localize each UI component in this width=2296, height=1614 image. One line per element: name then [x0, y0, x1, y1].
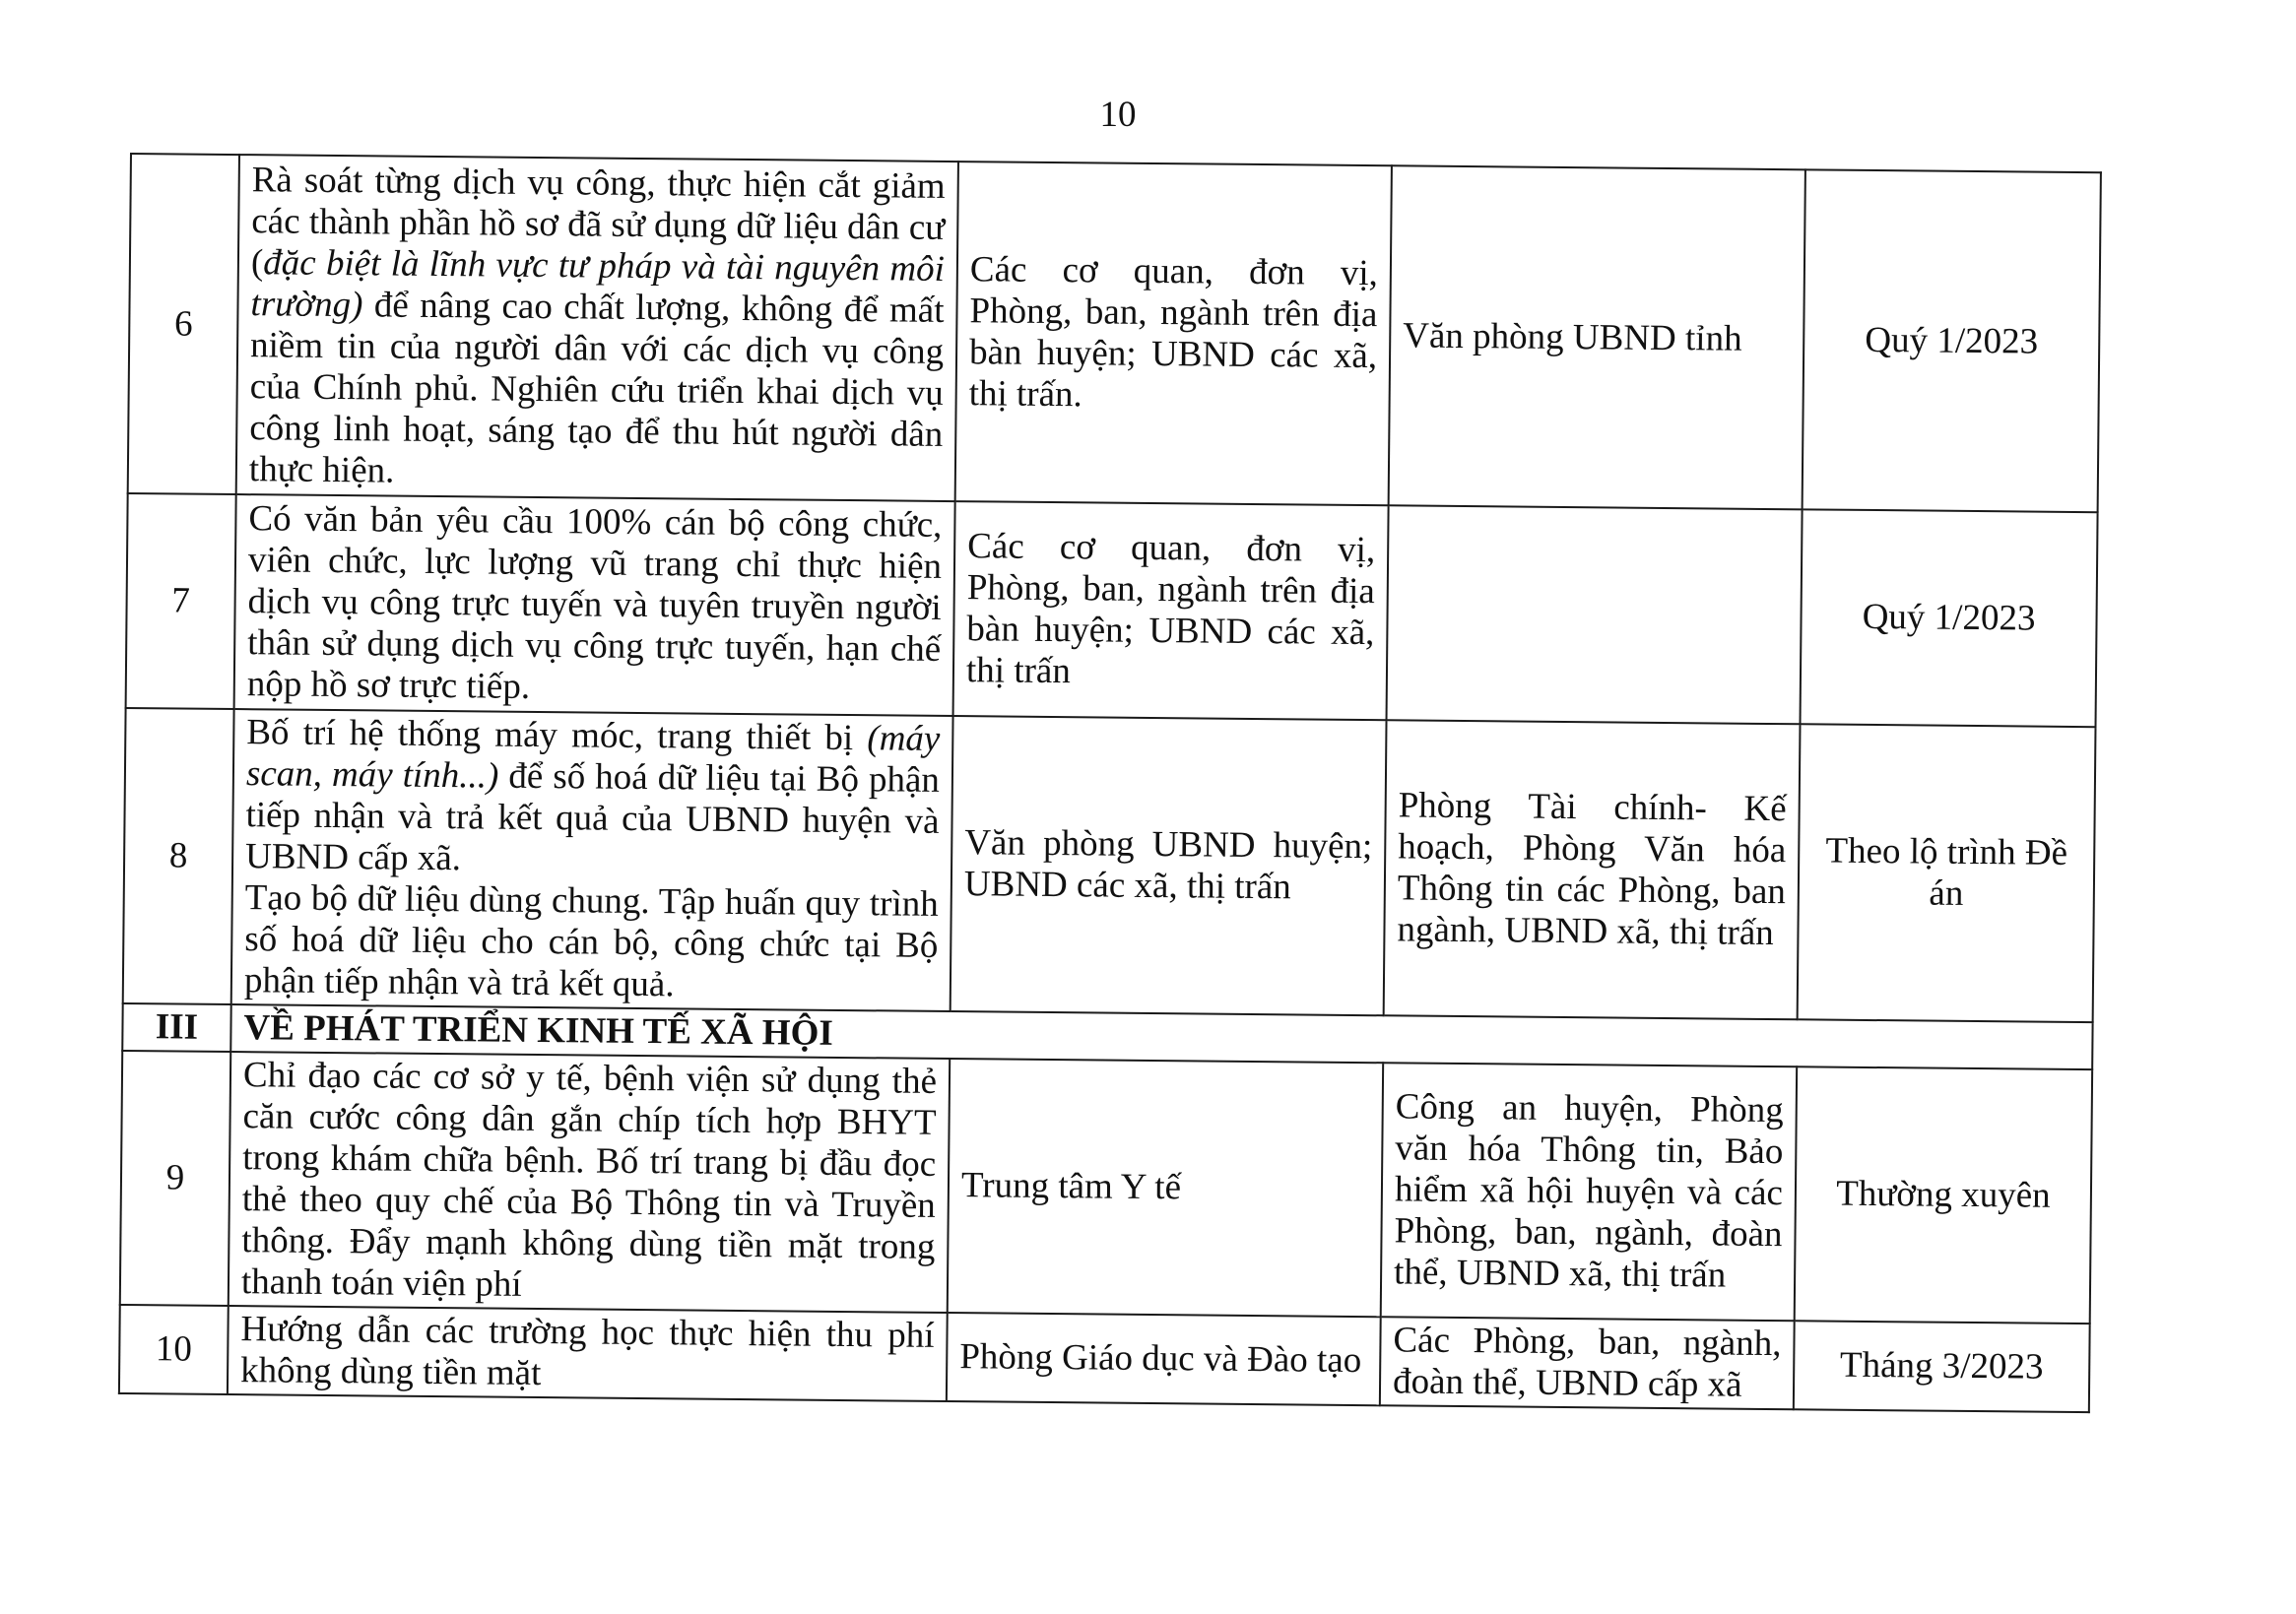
coop-unit-cell: Các Phòng, ban, ngành, đoàn thể, UBND cấp xã [1380, 1317, 1795, 1409]
coop-unit-cell [1387, 505, 1803, 724]
task-cell: Chỉ đạo các cơ sở y tế, bệnh viện sử dụng thẻ căn cước công dân gắn chíp tích hợp BHYT trong khám chữa bệnh. Bố trí trang bị đầu đọc thẻ theo quy chế của Bộ Thông tin và Truyền thông. Đẩy mạnh không dùng tiền mặt trong thanh toán viện phí [229, 1052, 950, 1313]
deadline-cell: Quý 1/2023 [1801, 509, 2098, 727]
table-row [120, 1051, 2092, 1323]
lead-unit-cell: Các cơ quan, đơn vị, Phòng, ban, ngành trên địa bàn huyện; UBND các xã, thị trấn. [955, 161, 1392, 505]
task-text-italic: đặc biệt là lĩnh vực tư pháp và tài nguyên môi trường) [250, 241, 946, 325]
table-row [123, 708, 2096, 1022]
lead-unit-cell: Phòng Giáo dục và Đào tạo [947, 1313, 1381, 1405]
task-text: Rà soát từng dịch vụ công, thực hiện cắt giảm các thành phần hồ sơ đã sử dụng dữ liệu dân cư ( [250, 159, 946, 283]
task-cell [231, 709, 953, 1011]
table-row [119, 1305, 2090, 1412]
lead-unit-cell: Các cơ quan, đơn vị, Phòng, ban, ngành trên địa bàn huyện; UBND các xã, thị trấn [953, 501, 1389, 720]
task-cell [236, 155, 958, 501]
lead-unit-cell: Trung tâm Y tế [948, 1059, 1383, 1317]
coop-unit-cell: Phòng Tài chính- Kế hoạch, Phòng Văn hóa Thông tin các Phòng, ban ngành, UBND xã, thị trấn [1384, 720, 1801, 1019]
deadline-cell: Tháng 3/2023 [1794, 1321, 2090, 1412]
row-number: 8 [123, 708, 234, 1004]
task-text-italic: (máy scan, máy tính...) [245, 718, 941, 797]
task-cell: Có văn bản yêu cầu 100% cán bộ công chức, viên chức, lực lượng vũ trang chỉ thực hiện dịch vụ công trực tuyến và tuyên truyền người thân sử dụng dịch vụ công trực tuyến, hạn chế nộp hồ sơ trực tiếp. [234, 494, 955, 716]
row-number: 7 [126, 493, 236, 709]
task-text: để nâng cao chất lượng, không để mất niềm tin của người dân với các dịch vụ công của Chính phủ. Nghiên cứu triển khai dịch vụ công linh hoạt, sáng tạo để thu hút người dân thực hiện. [248, 284, 945, 491]
row-number: 10 [119, 1305, 229, 1394]
page-number: 10 [1099, 95, 1137, 135]
task-text-paragraph: Tạo bộ dữ liệu dùng chung. Tập huấn quy trình số hoá dữ liệu cho cán bộ, công chức tại Bộ phận tiếp nhận và trả kết quả. [243, 877, 939, 1005]
deadline-cell: Thường xuyên [1795, 1066, 2092, 1323]
task-text: Bố trí hệ thống máy móc, trang thiết bị [246, 712, 868, 759]
coop-unit-cell: Văn phòng UBND tỉnh [1389, 165, 1805, 509]
lead-unit-cell: Văn phòng UBND huyện; UBND các xã, thị trấn [951, 716, 1387, 1015]
table-row [126, 493, 2098, 727]
row-number: 6 [128, 154, 239, 494]
deadline-cell: Quý 1/2023 [1803, 169, 2101, 512]
section-title: VỀ PHÁT TRIỂN KINH TẾ XÃ HỘI [230, 1004, 2092, 1069]
coop-unit-cell: Công an huyện, Phòng văn hóa Thông tin, Bảo hiểm xã hội huyện và các Phòng, ban, ngành, đoàn thể, UBND xã, thị trấn [1381, 1063, 1797, 1321]
section-number: III [122, 1003, 230, 1052]
deadline-cell: Theo lộ trình Đề án [1798, 724, 2096, 1022]
table-row [128, 154, 2101, 512]
task-text: để số hoá dữ liệu tại Bộ phận tiếp nhận và trả kết quả của UBND huyện và UBND cấp xã. [244, 755, 941, 879]
task-cell: Hướng dẫn các trường học thực hiện thu phí không dùng tiền mặt [228, 1306, 948, 1401]
task-table [118, 153, 2102, 1413]
row-number: 9 [120, 1051, 230, 1306]
